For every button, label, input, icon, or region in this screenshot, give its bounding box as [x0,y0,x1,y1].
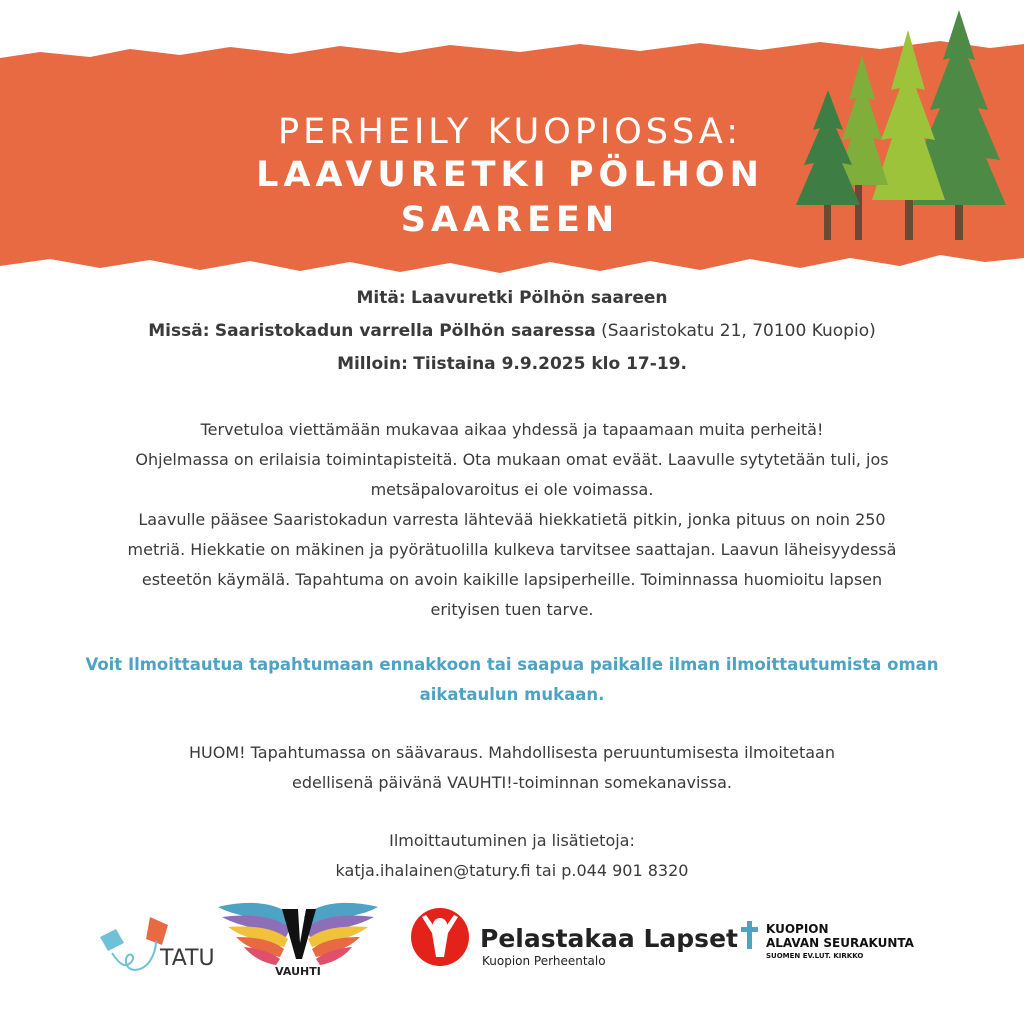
title-line-2: LAAVURETKI PÖLHON [256,155,764,195]
body-line: erityisen tuen tarve. [430,600,594,619]
registration-highlight [60,650,964,710]
contact-label: Ilmoittautuminen ja lisätietoja: [389,831,635,850]
where-label: Missä: [148,321,210,341]
title-line-3: SAAREEN [400,200,620,240]
vauhti-logo-text: VAUHTI [275,965,321,978]
contact-section [60,826,964,886]
body-line: metsäpalovaroitus ei ole voimassa. [370,480,654,499]
info-when [60,354,964,374]
where-address: (Saaristokatu 21, 70100 Kuopio) [601,321,876,341]
notice-line: edellisenä päivänä VAUHTI!-toiminnan somekanavissa. [291,773,732,792]
body-line: metriä. Hiekkatie on mäkinen ja pyörätuolilla kulkeva tarvitsee saattajan. Laavun läheisyydessä [127,540,897,559]
cross-icon [741,921,758,949]
seurakunta-line-3: SUOMEN EV.LUT. KIRKKO [766,952,864,960]
body-line: esteetön käymälä. Tapahtuma on avoin kaikille lapsiperheille. Toiminnassa huomioitu lapsen [141,570,883,589]
weather-notice [60,738,964,798]
partner-logos [0,895,1024,995]
where-value: Saaristokadun varrella Pölhön saaressa [214,321,596,341]
info-what [60,288,964,308]
title-line-1: PERHEILY KUOPIOSSA: [277,112,742,152]
seurakunta-logo [741,921,915,960]
pelastakaa-lapset-logo [411,908,738,968]
what-label: Mitä: [356,288,406,308]
highlight-line: aikataulun mukaan. [419,685,605,704]
pelastakaa-sub: Kuopion Perheentalo [482,954,606,968]
tatu-logo [100,917,215,971]
body-line: Laavulle pääsee Saaristokadun varresta lähtevää hiekkatietä pitkin, jonka pituus on noin 250 [138,510,886,529]
body-paragraph [60,415,964,625]
body-line: Tervetuloa viettämään mukavaa aikaa yhdessä ja tapaamaan muita perheitä! [200,420,824,439]
tatu-logo-text: TATU [160,946,215,971]
notice-line: HUOM! Tapahtumassa on säävaraus. Mahdollisesta peruuntumisesta ilmoitetaan [189,743,835,762]
highlight-line: Voit Ilmoittautua tapahtumaan ennakkoon tai saapua paikalle ilman ilmoittautumista oman [85,655,939,674]
when-value: Tiistaina 9.9.2025 klo 17-19. [413,354,687,374]
info-where [60,321,964,341]
what-value: Laavuretki Pölhön saareen [411,288,668,308]
when-label: Milloin: [337,354,408,374]
seurakunta-line-1: KUOPION [766,922,829,936]
seurakunta-line-2: ALAVAN SEURAKUNTA [766,936,914,950]
vauhti-logo [218,903,378,978]
body-line: Ohjelmassa on erilaisia toimintapisteitä. Ota mukaan omat eväät. Laavulle sytytetään tuli, jos [135,450,889,469]
contact-details: katja.ihalainen@tatury.fi tai p.044 901 8320 [335,861,689,880]
pelastakaa-name: Pelastakaa Lapset [480,924,738,953]
